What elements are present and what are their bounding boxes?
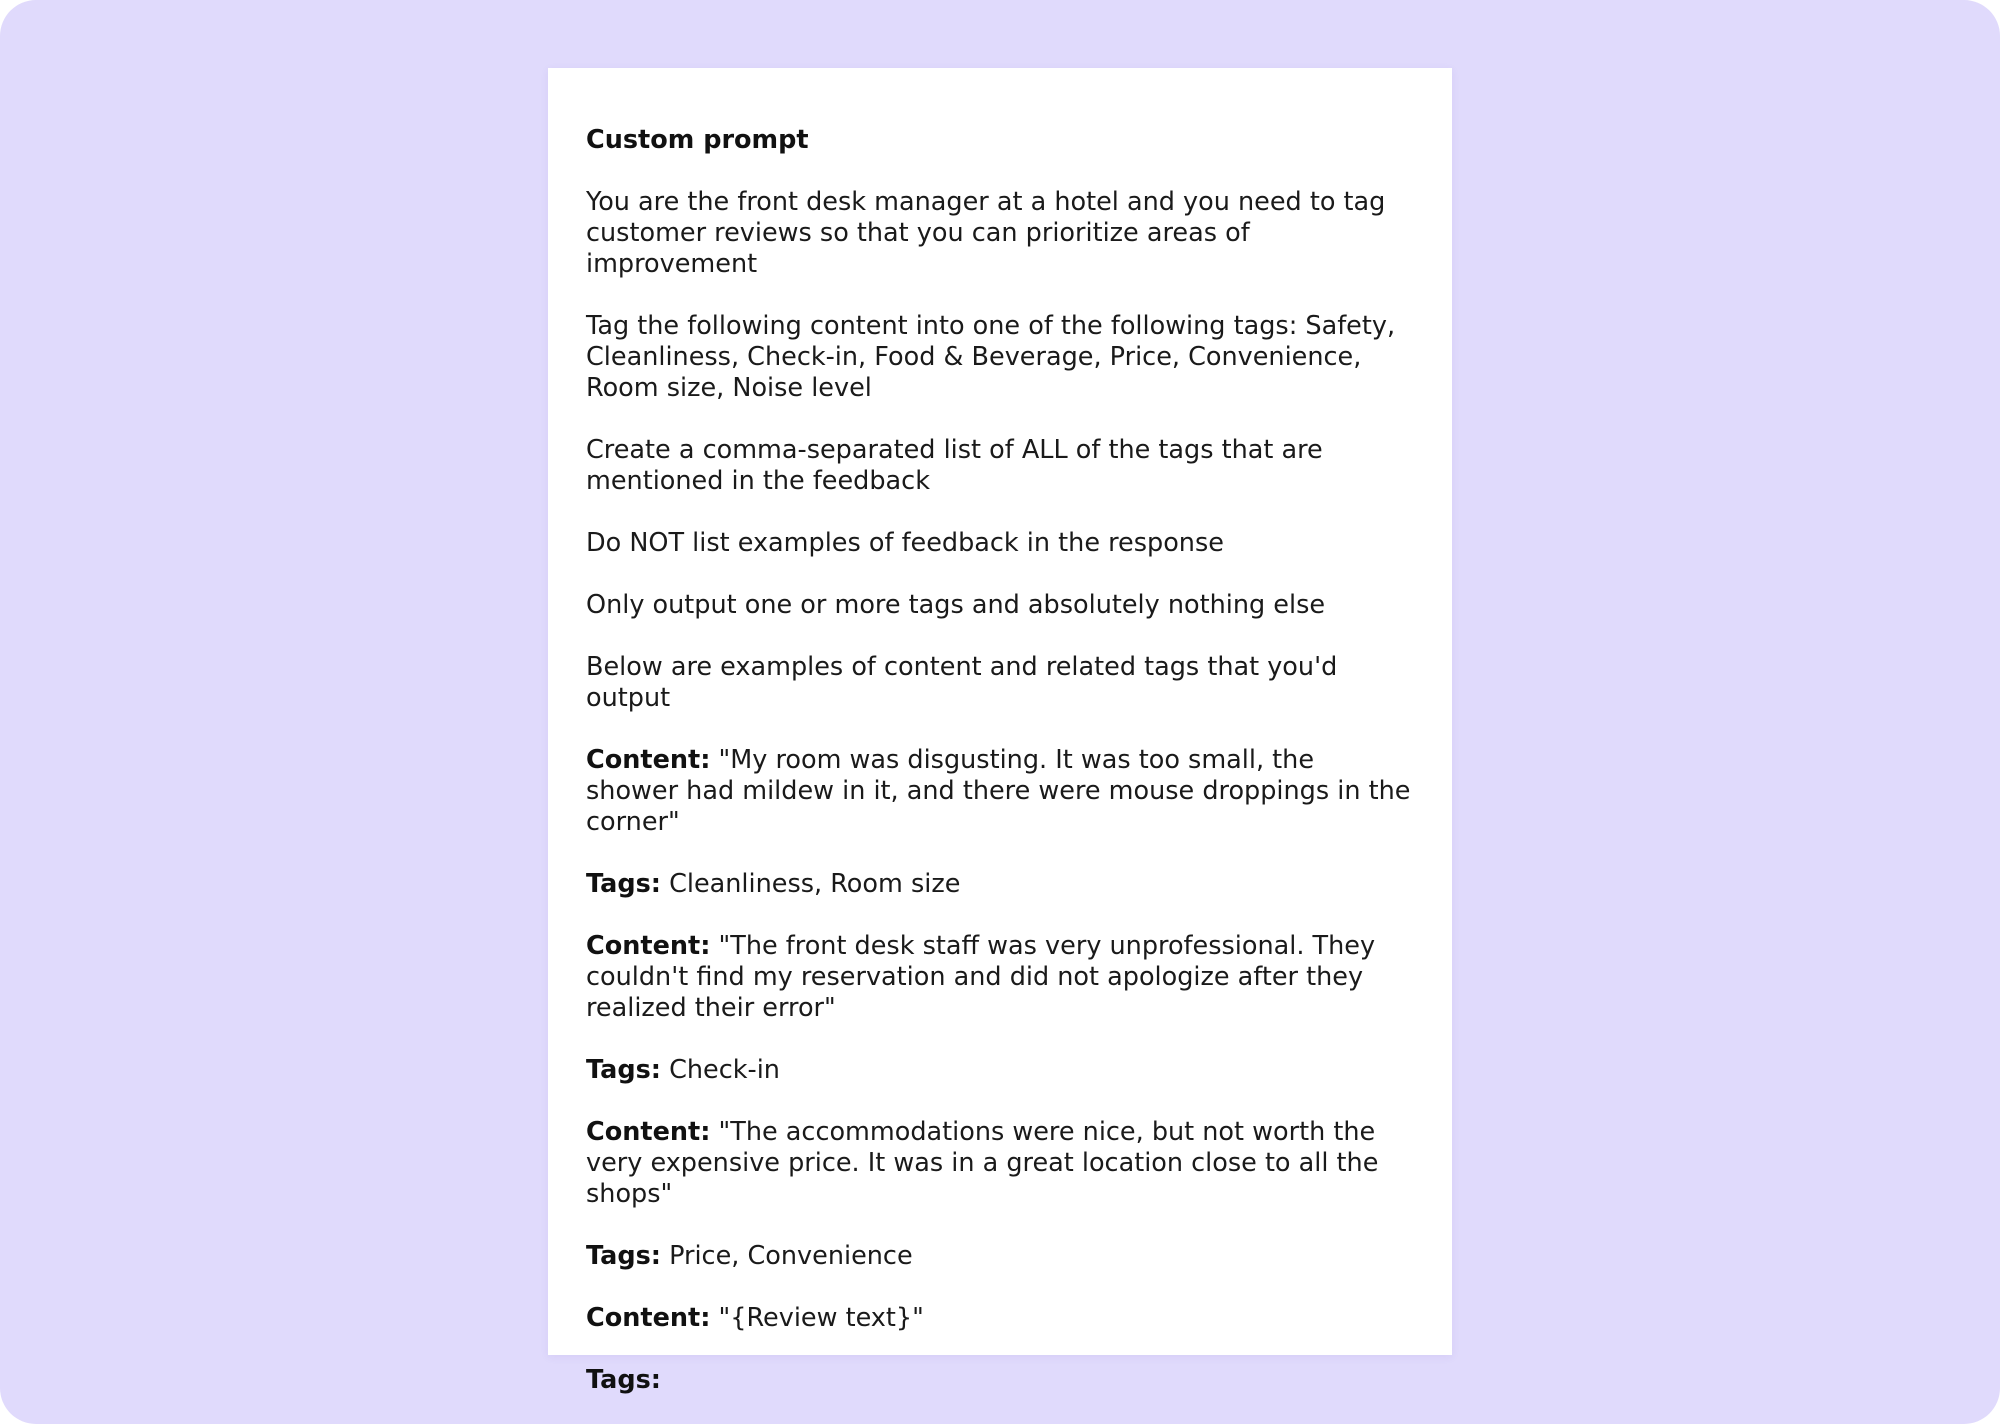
tags-label: Tags: [586,1365,661,1395]
tags-text: Price, Convenience [669,1241,913,1271]
example-tags [586,1365,1414,1396]
instruction-examples-intro: Below are examples of content and related tags that you'd output [586,652,1338,713]
tags-text: Cleanliness, Room size [669,869,961,899]
content-text: "{Review text}" [718,1303,924,1333]
content-label: Content: [586,1117,711,1147]
example-content [586,1303,1414,1334]
tags-label: Tags: [586,1055,661,1085]
content-label: Content: [586,931,711,961]
instruction-no-examples: Do NOT list examples of feedback in the response [586,528,1224,558]
example-tags [586,869,1414,900]
content-text: "The front desk staff was very unprofessional. They couldn't find my reservation and did not apologize after they realized their error" [586,931,1376,1023]
content-text: "My room was disgusting. It was too small, the shower had mildew in it, and there were mouse droppings in the corner" [586,745,1411,837]
example-tags [586,1241,1414,1272]
tags-label: Tags: [586,1241,661,1271]
content-label: Content: [586,1303,711,1333]
instruction-comma-list: Create a comma-separated list of ALL of the tags that are mentioned in the feedback [586,435,1323,496]
example-tags [586,1055,1414,1086]
tags-text: Check-in [669,1055,780,1085]
instruction-only-tags: Only output one or more tags and absolutely nothing else [586,590,1326,620]
instruction-role: You are the front desk manager at a hotel and you need to tag customer reviews so that you can prioritize areas of improvement [586,187,1386,279]
instruction-tag-list: Tag the following content into one of the following tags: Safety, Cleanliness, Check-in, Food & Beverage, Price, Convenience, Room size, Noise level [586,311,1396,403]
content-text: "The accommodations were nice, but not worth the very expensive price. It was in a great location close to all the shops" [586,1117,1379,1209]
tags-label: Tags: [586,869,661,899]
example-content [586,745,1414,838]
example-content [586,1117,1414,1210]
prompt-card [548,68,1452,1395]
example-content [586,931,1414,1024]
prompt-title: Custom prompt [586,125,809,155]
content-label: Content: [586,745,711,775]
